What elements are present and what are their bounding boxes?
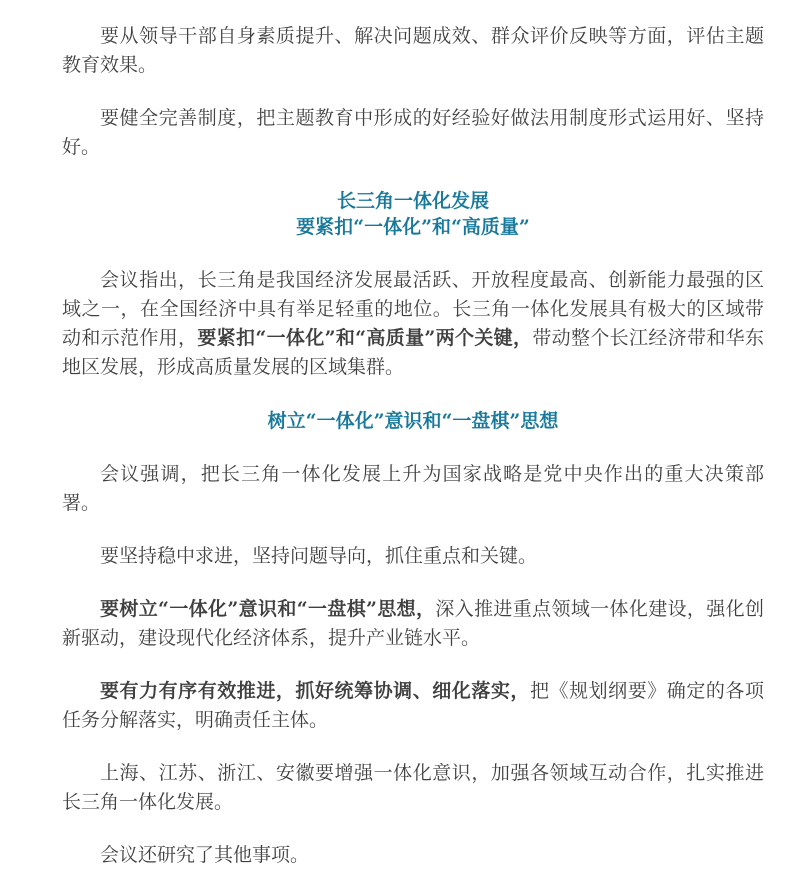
body-text: 带动整个长江经济带和华东地区发展，形成高质量发展的区域集群。 <box>62 327 764 378</box>
body-text: 要从领导干部自身素质提升、解决问题成效、群众评价反映等方面，评估主题教育效果。 <box>62 25 764 76</box>
body-text: 深入推进重点领域一体化建设，强化创新驱动，建设现代化经济体系，提升产业链水平。 <box>62 598 764 649</box>
emphasis-text: 要树立“一体化”意识和“一盘棋”思想， <box>100 598 436 620</box>
body-text: 把《规划纲要》确定的各项任务分解落实，明确责任主体。 <box>62 680 764 731</box>
document-body <box>62 22 764 870</box>
paragraph <box>62 266 764 382</box>
paragraph <box>62 759 764 817</box>
paragraph <box>62 104 764 162</box>
body-text: 会议强调，把长三角一体化发展上升为国家战略是党中央作出的重大决策部署。 <box>62 463 764 514</box>
heading-line: 长三角一体化发展 <box>336 190 489 212</box>
section-heading <box>62 188 764 240</box>
body-text: 会议指出，长三角是我国经济发展最活跃、开放程度最高、创新能力最强的区域之一，在全国经济中具有举足轻重的地位。长三角一体化发展具有极大的区域带动和示范作用， <box>62 269 764 349</box>
paragraph <box>62 460 764 518</box>
section-heading <box>62 408 764 434</box>
paragraph <box>62 542 764 571</box>
emphasis-text: 要有力有序有效推进，抓好统筹协调、细化落实， <box>100 680 530 702</box>
paragraph <box>62 677 764 735</box>
paragraph <box>62 595 764 653</box>
heading-line: 要紧扣“一体化”和“高质量” <box>296 216 530 238</box>
paragraph <box>62 22 764 80</box>
paragraph <box>62 841 764 870</box>
body-text: 要健全完善制度，把主题教育中形成的好经验好做法用制度形式运用好、坚持好。 <box>62 107 764 158</box>
body-text: 要坚持稳中求进，坚持问题导向，抓住重点和关键。 <box>100 545 538 567</box>
body-text: 上海、江苏、浙江、安徽要增强一体化意识，加强各领域互动合作，扎实推进长三角一体化发展。 <box>62 762 764 813</box>
body-text: 会议还研究了其他事项。 <box>100 844 310 866</box>
heading-line: 树立“一体化”意识和“一盘棋”思想 <box>267 410 559 432</box>
emphasis-text: 要紧扣“一体化”和“高质量”两个关键， <box>197 327 533 349</box>
